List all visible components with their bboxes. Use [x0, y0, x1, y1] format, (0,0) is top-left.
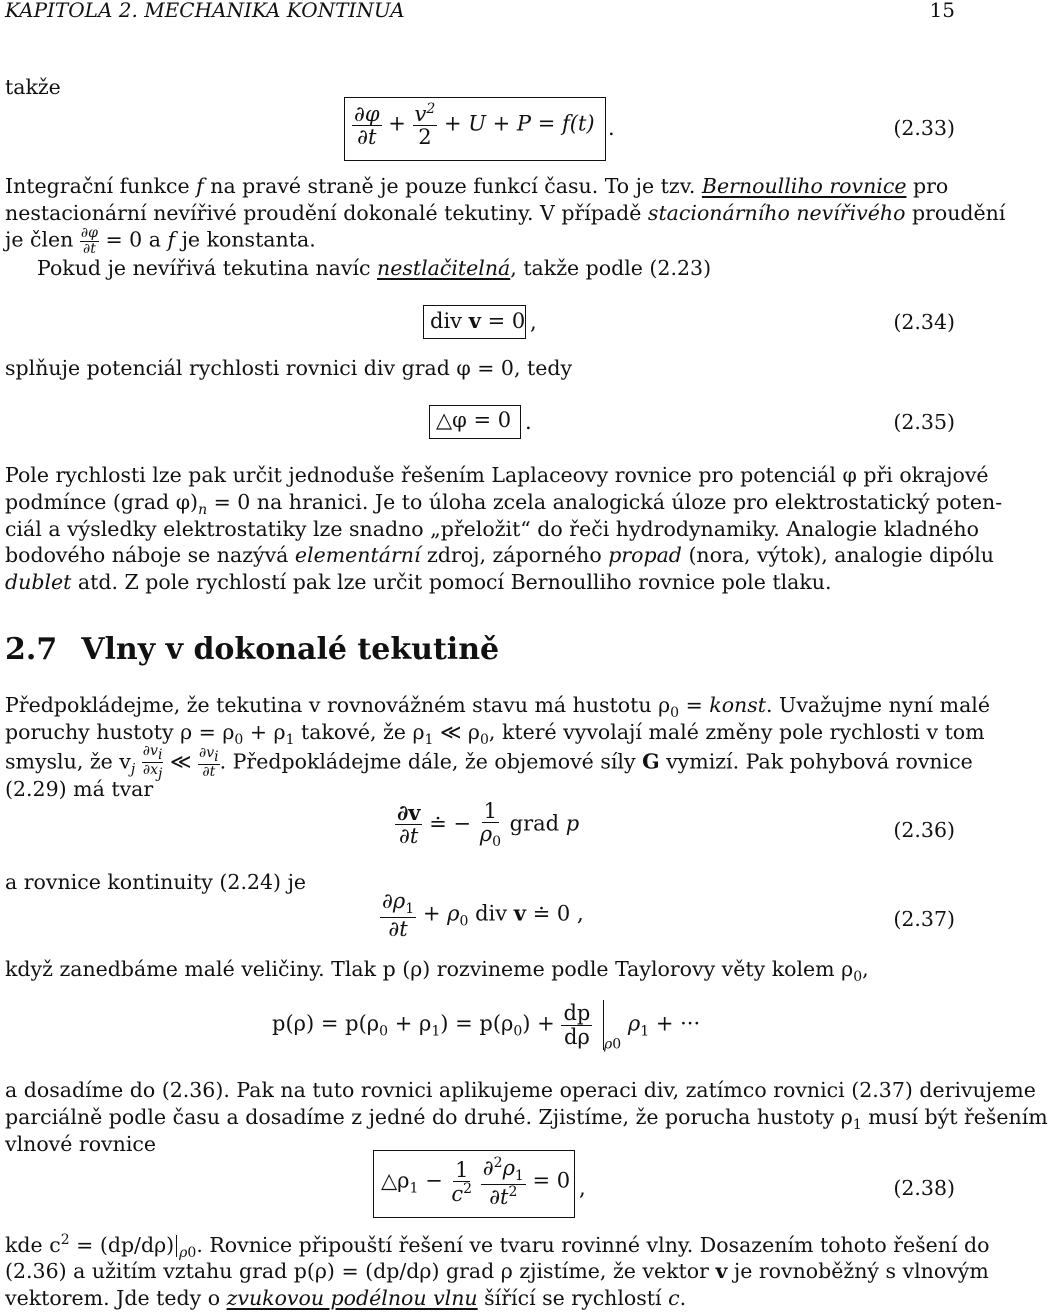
text-line: když zanedbáme malé veličiny. Tlak p (ρ) rozvineme podle Taylorovy věty kolem $\rho_0$,	[5, 957, 869, 986]
text-line: takže	[5, 75, 61, 99]
running-header: KAPITOLA 2. MECHANIKA KONTINUA	[5, 0, 405, 22]
equation-number: (2.36)	[893, 818, 955, 842]
bernoulli-term: Bernoulliho rovnice	[701, 174, 907, 198]
comma: ,	[579, 1176, 586, 1200]
equation-2-33: $\frac{\partial\varphi}{\partial t}$ + $\frac{v^2}{2}$ + U + P = f(t)	[354, 101, 595, 150]
period: .	[608, 116, 615, 140]
text-line: smyslu, že $v_j$ $\frac{\partial v_i}{\partial x_j}$ ≪ $\frac{\partial v_i}{\partial t}$ . Předpokládejme dále, že objemové síly G vymizí. Pak pohybová rovnice	[5, 743, 973, 783]
equation-2-36: $\frac{\partial v}{\partial t}$ ≐ − $\frac{1}{\rho_0}$ grad p	[397, 799, 580, 851]
text-line: vlnové rovnice	[5, 1132, 157, 1156]
text-line: Pole rychlosti lze pak určit jednoduše řešením Laplaceovy rovnice pro potenciál φ při okrajové	[5, 463, 989, 487]
text-line: a dosadíme do (2.36). Pak na tuto rovnici aplikujeme operaci div, zatímco rovnici (2.37) derivujeme	[5, 1078, 1036, 1102]
text-line: Integrační funkce f na pravé straně je pouze funkcí času. To je tzv. Bernoulliho rovnice pro	[5, 174, 949, 198]
equation-2-35: △φ = 0	[436, 408, 512, 432]
period: .	[525, 410, 532, 434]
taylor-expansion: $p(\rho) = p(\rho_0 + \rho_1) = p(\rho_0)$ + $\frac{dp}{d\rho}$ $_{\rho 0}$ $\rho_1$ + ···	[272, 1001, 701, 1053]
text-line: vektorem. Jde tedy o zvukovou podélnou vlnu šířící se rychlostí c.	[5, 1286, 687, 1310]
text-line: bodového náboje se nazývá elementární zdroj, záporného propad (nora, výtok), analogie dipólu	[5, 543, 995, 567]
equation-number: (2.34)	[893, 310, 955, 334]
text-line: kde $c^2 = (dp/d\rho)$ $_{\rho 0}$. Rovnice připouští řešení ve tvaru rovinné vlny. Dosazením tohoto řešení do	[5, 1232, 990, 1261]
text-line: Pokud je nevířivá tekutina navíc nestlačitelná, takže podle (2.23)	[37, 256, 712, 280]
equation-2-34: div v = 0	[430, 308, 526, 333]
text-line: Předpokládejme, že tekutina v rovnovážném stavu má hustotu $\rho_0$ = konst. Uvažujme nyní malé	[5, 693, 990, 722]
text-line: ciál a výsledky elektrostatiky lze snadno „přeložit“ do řeči hydrodynamiky. Analogie kladného	[5, 517, 979, 541]
text-line: poruchy hustoty $\rho = \rho_0 + \rho_1$ takové, že $\rho_1$ ≪ $\rho_0$, které vyvolají malé změny pole rychlosti v tom	[5, 720, 985, 749]
sound-wave-term: zvukovou podélnou vlnu	[226, 1286, 478, 1310]
equation-number: (2.37)	[893, 907, 955, 931]
equation-2-37: $\frac{\partial\rho_1}{\partial t}$ + $\rho_0$ div v ≐ 0 ,	[382, 889, 584, 941]
section-heading: 2.7 Vlny v dokonalé tekutině	[5, 632, 500, 667]
incompressible-term: nestlačitelná	[377, 256, 511, 280]
text-line: je člen $\frac{\partial\varphi}{\partial t}$ = 0 a f je konstanta.	[5, 225, 316, 257]
text-line: a rovnice kontinuity (2.24) je	[5, 870, 307, 894]
text-line: (2.29) má tvar	[5, 777, 154, 801]
equation-number: (2.38)	[893, 1176, 955, 1200]
text-line: dublet atd. Z pole rychlostí pak lze určit pomocí Bernoulliho rovnice pole tlaku.	[5, 570, 832, 594]
equation-2-38: $\triangle\rho_1$ − $\frac{1}{c^2}$ $\frac{\partial^2\rho_1}{\partial t^2}$ = 0	[381, 1155, 571, 1209]
comma: ,	[530, 310, 537, 334]
text-line: parciálně podle času a dosadíme z jedné do druhé. Zjistíme, že porucha hustoty $\rho_1$ musí být řešením	[5, 1105, 1048, 1134]
page-number: 15	[929, 0, 955, 22]
text-line: (2.36) a užitím vztahu grad p(ρ) = (dp/dρ) grad ρ zjistíme, že vektor v je rovnoběžný s vlnovým	[5, 1259, 989, 1283]
equation-number: (2.35)	[893, 410, 955, 434]
equation-number: (2.33)	[893, 116, 955, 140]
text-line: splňuje potenciál rychlosti rovnici div grad φ = 0, tedy	[5, 356, 573, 380]
text-line: nestacionární nevířivé proudění dokonalé tekutiny. V případě stacionárního nevířivého proudění	[5, 201, 1006, 225]
text-line: podmínce (grad $\varphi)_n = 0$ na hranici. Je to úloha zcela analogická úloze pro elektrostatický poten-	[5, 490, 1003, 519]
